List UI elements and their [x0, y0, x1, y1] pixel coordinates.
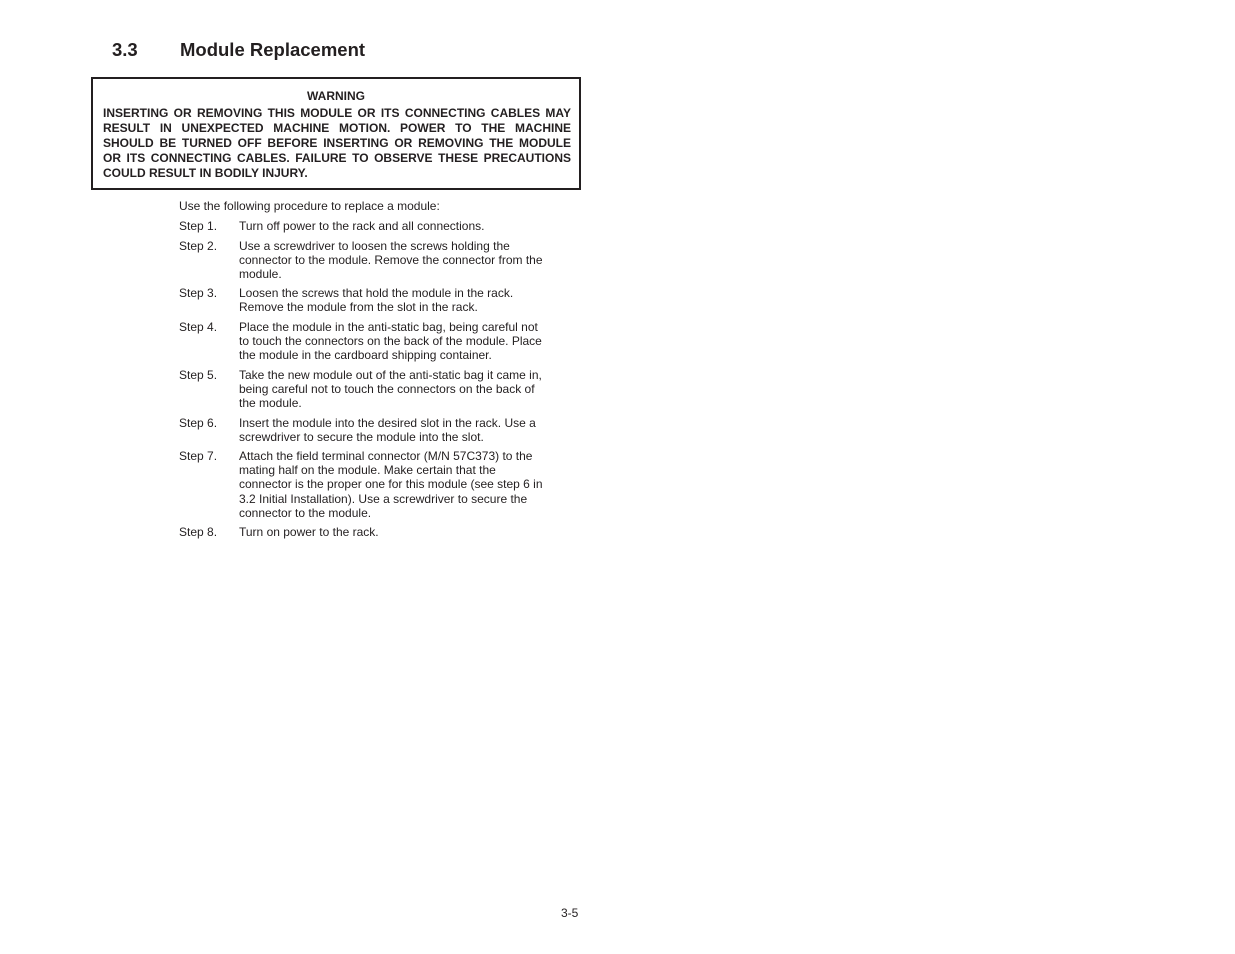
section-number: 3.3: [112, 39, 138, 60]
step-1: [179, 219, 569, 233]
step-text-line: module.: [239, 267, 282, 282]
step-label: Step 6.: [179, 416, 218, 430]
step-label: Step 1.: [179, 219, 218, 233]
warning-line: OR ITS CONNECTING CABLES. FAILURE TO OBSERVE THESE PRECAUTIONS: [103, 151, 571, 165]
step-text: [239, 320, 569, 363]
step-8: [179, 525, 569, 539]
step-7: [179, 449, 569, 520]
step-6: [179, 416, 569, 444]
step-4: [179, 320, 569, 363]
step-text-line: the module.: [239, 396, 302, 411]
warning-line: RESULT IN UNEXPECTED MACHINE MOTION. POWER TO THE MACHINE: [103, 121, 571, 135]
step-text: [239, 219, 569, 233]
step-text-line: connector is the proper one for this module (see step 6 in: [239, 477, 543, 492]
step-text-line: mating half on the module. Make certain that the: [239, 463, 496, 478]
step-label: Step 8.: [179, 525, 218, 539]
warning-line: INSERTING OR REMOVING THIS MODULE OR ITS CONNECTING CABLES MAY: [103, 106, 571, 120]
section-title: Module Replacement: [180, 39, 366, 60]
step-label: Step 7.: [179, 449, 218, 463]
step-label: Step 5.: [179, 368, 218, 382]
step-text-line: being careful not to touch the connectors on the back of: [239, 382, 535, 397]
warning-box: [91, 77, 581, 190]
step-text-line: 3.2 Initial Installation). Use a screwdriver to secure the: [239, 491, 528, 506]
warning-line: SHOULD BE TURNED OFF BEFORE INSERTING OR REMOVING THE MODULE: [103, 136, 571, 150]
step-text-line: screwdriver to secure the module into the slot.: [239, 430, 484, 445]
step-text-line: Loosen the screws that hold the module in the rack.: [239, 286, 514, 300]
step-text: [239, 449, 569, 520]
step-text: [239, 525, 569, 539]
step-5: [179, 368, 569, 411]
step-label: Step 3.: [179, 286, 218, 300]
step-text: [239, 239, 569, 282]
step-text: [239, 286, 569, 314]
step-text-line: Turn on power to the rack.: [239, 525, 379, 539]
step-text-line: Turn off power to the rack and all connections.: [239, 219, 485, 233]
step-text-line: Place the module in the anti-static bag, being careful not: [239, 320, 538, 334]
step-text-line: Take the new module out of the anti-static bag it came in,: [239, 368, 542, 382]
page-number: 3-5: [561, 906, 579, 920]
step-text: [239, 368, 569, 411]
procedure-intro: Use the following procedure to replace a module:: [179, 199, 440, 213]
warning-title: WARNING: [307, 89, 365, 103]
step-text-line: to touch the connectors on the back of the module. Place: [239, 334, 542, 349]
step-3: [179, 286, 569, 314]
step-text-line: Remove the module from the slot in the rack.: [239, 300, 478, 315]
step-text-line: connector to the module. Remove the connector from the: [239, 253, 543, 268]
step-text-line: Use a screwdriver to loosen the screws holding the: [239, 239, 510, 253]
step-label: Step 4.: [179, 320, 218, 334]
step-text-line: the module in the cardboard shipping container.: [239, 348, 492, 363]
warning-line: COULD RESULT IN BODILY INJURY.: [103, 166, 308, 180]
section-heading: [112, 38, 365, 62]
step-text-line: Insert the module into the desired slot in the rack. Use a: [239, 416, 536, 430]
step-text: [239, 416, 569, 444]
step-label: Step 2.: [179, 239, 218, 253]
step-text-line: connector to the module.: [239, 505, 372, 520]
step-2: [179, 239, 569, 282]
step-text-line: Attach the field terminal connector (M/N 57C373) to the: [239, 449, 533, 463]
